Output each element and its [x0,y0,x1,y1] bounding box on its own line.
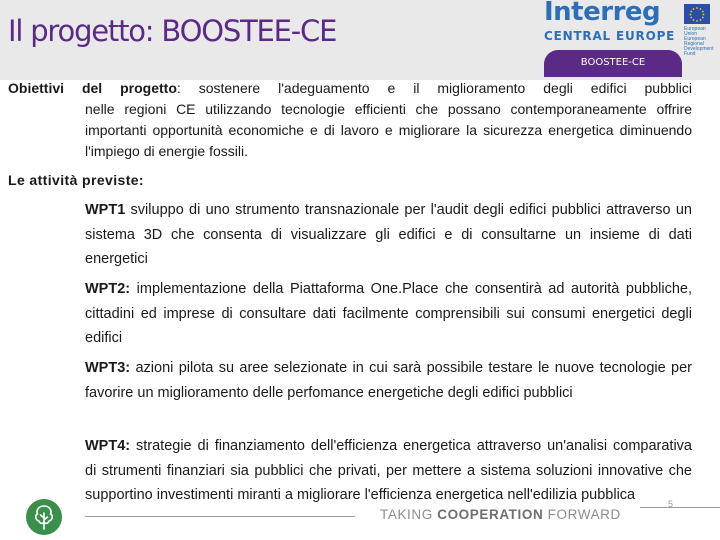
eu-flag-icon [684,4,710,24]
wpt3-item [85,356,692,405]
activities-heading: Le attività previste: [8,172,144,188]
slogan-strong: COOPERATION [437,507,544,522]
objectives-text-first: : sostenere l'adeguamento e il miglioramento degli edifici pubblici [176,80,692,96]
logo-wordmark: Interreg [544,0,661,27]
tree-icon [25,498,63,536]
page-number: 5 [668,499,674,509]
eu-fund-text: European Union European Regional Development Fund [684,26,714,57]
wpt4-label: WPT4: [85,438,131,454]
interreg-logo [532,0,720,80]
objectives-first-line [8,78,692,99]
wpt2-item [85,277,692,351]
wpt3-label: WPT3: [85,360,131,376]
wpt1-label: WPT1 [85,202,126,218]
wpt2-text: implementazione della Piattaforma One.Place che consentirà ad autorità pubbliche, cittadini ed imprese di consultare dati facilmente comprensibili sui consumi energetici degli edifici [85,281,692,346]
objectives-label: Obiettivi del progetto [8,80,177,96]
page-title: Il progetto: BOOSTEE-CE [8,14,337,48]
wpt3-text: azioni pilota su aree selezionate in cui sarà possibile testare le nuove tecnologie per favorire un miglioramento delle perfomance energetiche degli edifici pubblici [85,360,692,401]
wpt1-item [85,198,692,272]
wpt1-text: sviluppo di uno strumento transnazionale per l'audit degli edifici pubblici attraverso un sistema 3D che consenta di visualizzare gli edifici e di consultarne un insieme di dati energetici [85,202,692,267]
slogan-suffix: FORWARD [543,507,621,522]
footer-divider-right [640,507,720,508]
project-tab: BOOSTEE-CE [544,50,682,77]
footer-slogan [380,507,621,522]
wpt4-item [85,434,692,508]
logo-subline: CENTRAL EUROPE [544,29,676,43]
objectives-paragraph [8,78,692,162]
slogan-prefix: TAKING [380,507,438,522]
wpt4-text: strategie di finanziamento dell'efficienza energetica attraverso un'analisi comparativa di strumenti finanziari sia pubblici che privati, per mettere a sistema soluzioni innovative che supportino investimenti miranti a migliorare l'efficienza energetica nell'edilizia pubblica [85,438,692,503]
objectives-text-rest: nelle regioni CE utilizzando tecnologie efficienti che possano contemporaneamente offrire importanti opportunità economiche e di lavoro e migliorare la sicurezza energetica diminuendo l'impiego di energie fossili. [85,101,692,159]
footer-divider-left [85,516,355,517]
wpt2-label: WPT2: [85,281,131,297]
